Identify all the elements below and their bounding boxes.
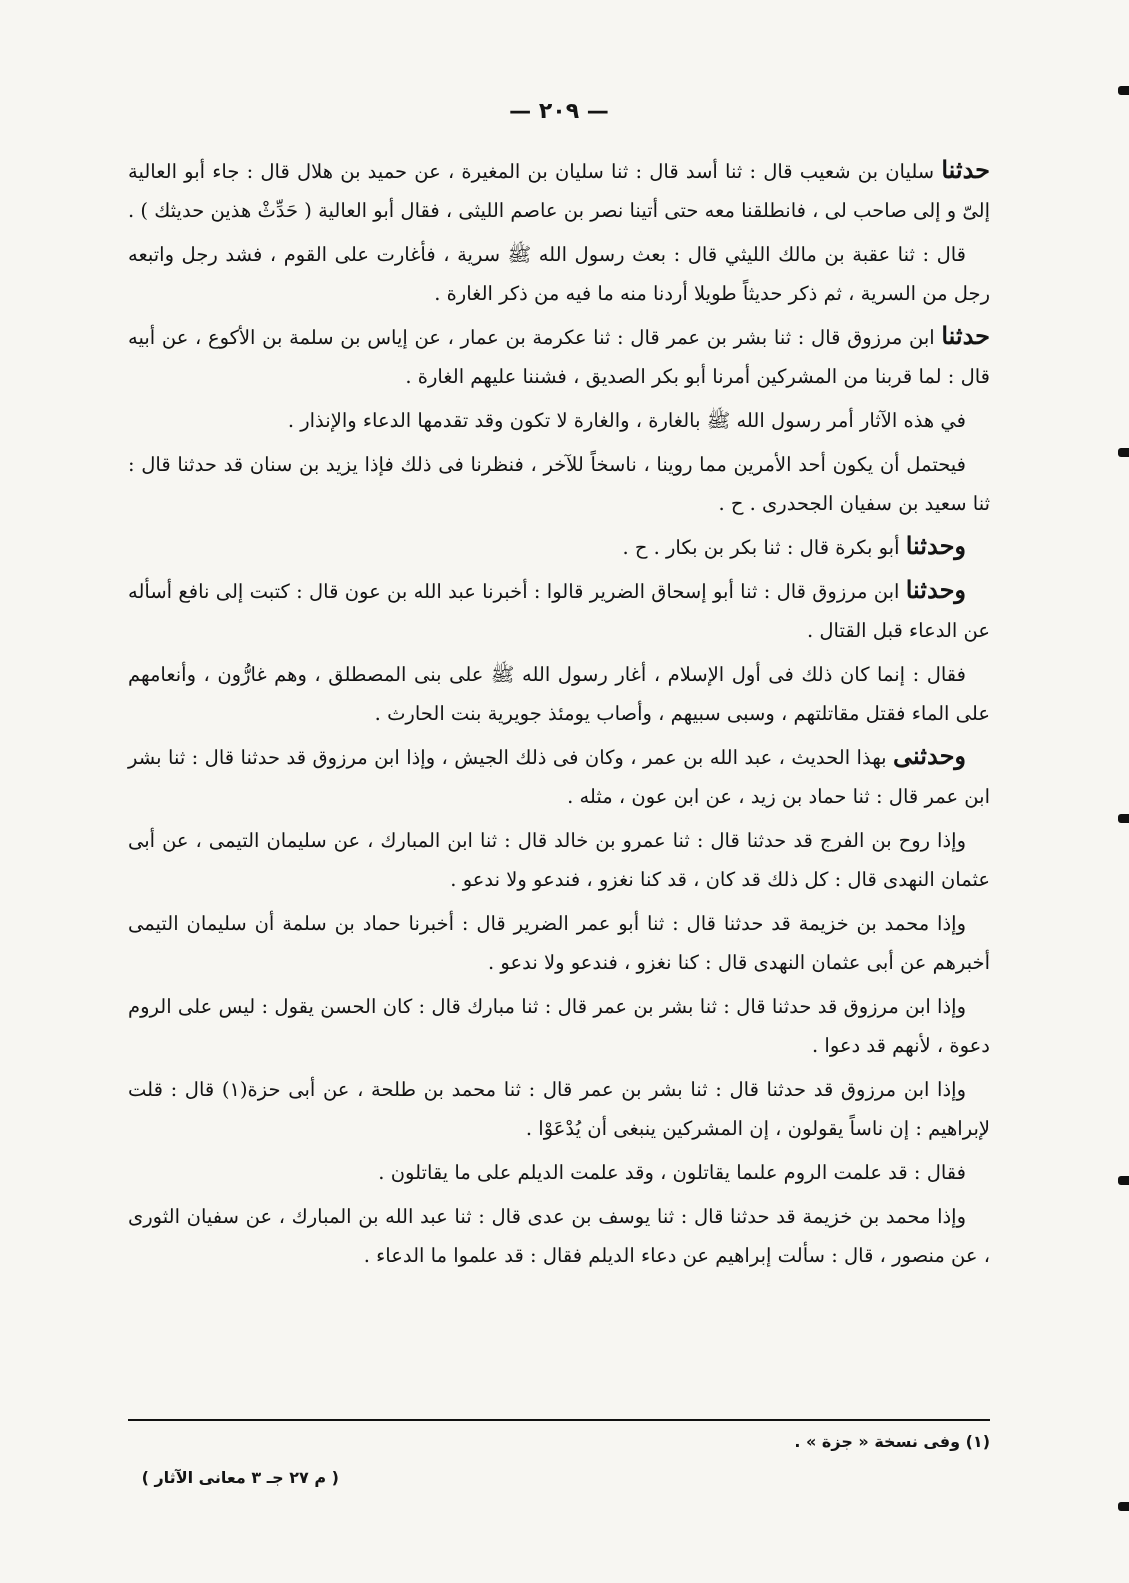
signature-mark: ( م ٢٧ جـ ٣ معانى الآثار ) (141, 1468, 339, 1487)
paragraph-text: سليان بن شعيب قال : ثنا أسد قال : ثنا سليان بن المغيرة ، عن حميد بن هلال قال : جاء أبو العالية إلىّ و إلى صاحب لى ، فانطلقنا معه حتى أتينا نصر بن عاصم الليثى ، فقال أبو العالية ( حَدِّثْ هذين حديثك ) . (128, 160, 990, 222)
paragraph-11 (128, 902, 990, 982)
hadith-lead: وحدثنا (905, 531, 966, 560)
footnote: (١) وفى نسخة « جزة » . (794, 1432, 990, 1451)
paragraph-text: فقال : قد علمت الروم علىما يقاتلون ، وقد علمت الديلم على ما يقاتلون . (378, 1161, 966, 1184)
scan-edge-mark (1118, 86, 1129, 95)
scan-edge-mark (1118, 814, 1129, 823)
paragraph-14 (128, 1151, 990, 1192)
hadith-lead: وحدثنى (893, 741, 966, 770)
paragraph-text: أبو بكرة قال : ثنا بكر بن بكار . ح . (622, 536, 906, 559)
hadith-lead: حدثنا (941, 155, 990, 184)
hadith-lead: حدثنا (941, 321, 990, 350)
paragraph-10 (128, 819, 990, 899)
paragraph-3 (128, 316, 990, 396)
paragraph-1 (128, 150, 990, 230)
paragraph-text: فقال : إنما كان ذلك فى أول الإسلام ، أغار رسول الله ﷺ على بنى المصطلق ، وهم غارُّون ، وأنعامهم على الماء فقتل مقاتلتهم ، وسبى سبيهم ، وأصاب يومئذ جويرية بنت الحارث . (128, 663, 990, 725)
footnote-divider (128, 1419, 990, 1421)
scan-edge-mark (1118, 1502, 1129, 1511)
scan-edge-mark (1118, 1176, 1129, 1185)
paragraph-text: وإذا محمد بن خزيمة قد حدثنا قال : ثنا يوسف بن عدى قال : ثنا عبد الله بن المبارك ، عن سفيان الثورى ، عن منصور ، قال : سألت إبراهيم عن دعاء الديلم فقال : قد علموا ما الدعاء . (128, 1205, 990, 1267)
paragraph-5 (128, 443, 990, 523)
paragraph-2 (128, 233, 990, 313)
paragraph-text: وإذا ابن مرزوق قد حدثنا قال : ثنا بشر بن عمر قال : ثنا مبارك قال : كان الحسن يقول : ليس على الروم دعوة ، لأنهم قد دعوا . (128, 995, 990, 1057)
paragraph-8 (128, 653, 990, 733)
paragraph-text: ابن مرزوق قال : ثنا بشر بن عمر قال : ثنا عكرمة بن عمار ، عن إياس بن سلمة بن الأكوع ، عن أبيه قال : لما قربنا من المشركين أمرنا أبو بكر الصديق ، فشننا عليهم الغارة . (128, 326, 990, 388)
paragraph-text: فيحتمل أن يكون أحد الأمرين مما روينا ، ناسخاً للآخر ، فنظرنا فى ذلك فإذا يزيد بن سنان قد حدثنا قال : ثنا سعيد بن سفيان الجحدرى . ح . (128, 453, 990, 515)
hadith-lead: وحدثنا (905, 575, 966, 604)
paragraph-15 (128, 1195, 990, 1275)
scan-edge-mark (1118, 448, 1129, 457)
page-number: — ٢٠٩ — (509, 99, 609, 124)
paragraph-text: وإذا ابن مرزوق قد حدثنا قال : ثنا بشر بن عمر قال : ثنا محمد بن طلحة ، عن أبى حزة(١) قال : قلت لإبراهيم : إن ناساً يقولون ، إن المشركين ينبغى أن يُدْعَوْا . (128, 1078, 990, 1140)
paragraph-13 (128, 1068, 990, 1148)
paragraph-7 (128, 570, 990, 650)
paragraph-6 (128, 526, 990, 567)
paragraph-text: وإذا روح بن الفرج قد حدثنا قال : ثنا عمرو بن خالد قال : ثنا ابن المبارك ، عن سليمان التيمى ، عن أبى عثمان النهدى قال : كل ذلك قد كان ، قد كنا نغزو ، فندعو ولا ندعو . (128, 829, 990, 891)
paragraph-text: في هذه الآثار أمر رسول الله ﷺ بالغارة ، والغارة لا تكون وقد تقدمها الدعاء والإنذار . (287, 409, 966, 432)
paragraph-9 (128, 736, 990, 816)
paragraph-text: بهذا الحديث ، عبد الله بن عمر ، وكان فى ذلك الجيش ، وإذا ابن مرزوق قد حدثنا قال : ثنا بشر ابن عمر قال : ثنا حماد بن زيد ، عن ابن عون ، مثله . (128, 746, 990, 808)
paragraph-text: قال : ثنا عقبة بن مالك الليثي قال : بعث رسول الله ﷺ سرية ، فأغارت على القوم ، فشد رجل واتبعه رجل من السرية ، ثم ذكر حديثاً طويلا أردنا منه ما فيه من ذكر الغارة . (128, 243, 990, 305)
paragraph-text: ابن مرزوق قال : ثنا أبو إسحاق الضرير قالوا : أخبرنا عبد الله بن عون قال : كتبت إلى نافع أسأله عن الدعاء قبل القتال . (128, 580, 990, 642)
paragraph-12 (128, 985, 990, 1065)
page-body (128, 92, 990, 1278)
paragraph-text: وإذا محمد بن خزيمة قد حدثنا قال : ثنا أبو عمر الضرير قال : أخبرنا حماد بن سلمة أن سليمان التيمى أخبرهم عن أبى عثمان النهدى قال : كنا نغزو ، فندعو ولا ندعو . (128, 912, 990, 974)
paragraph-4 (128, 399, 990, 440)
